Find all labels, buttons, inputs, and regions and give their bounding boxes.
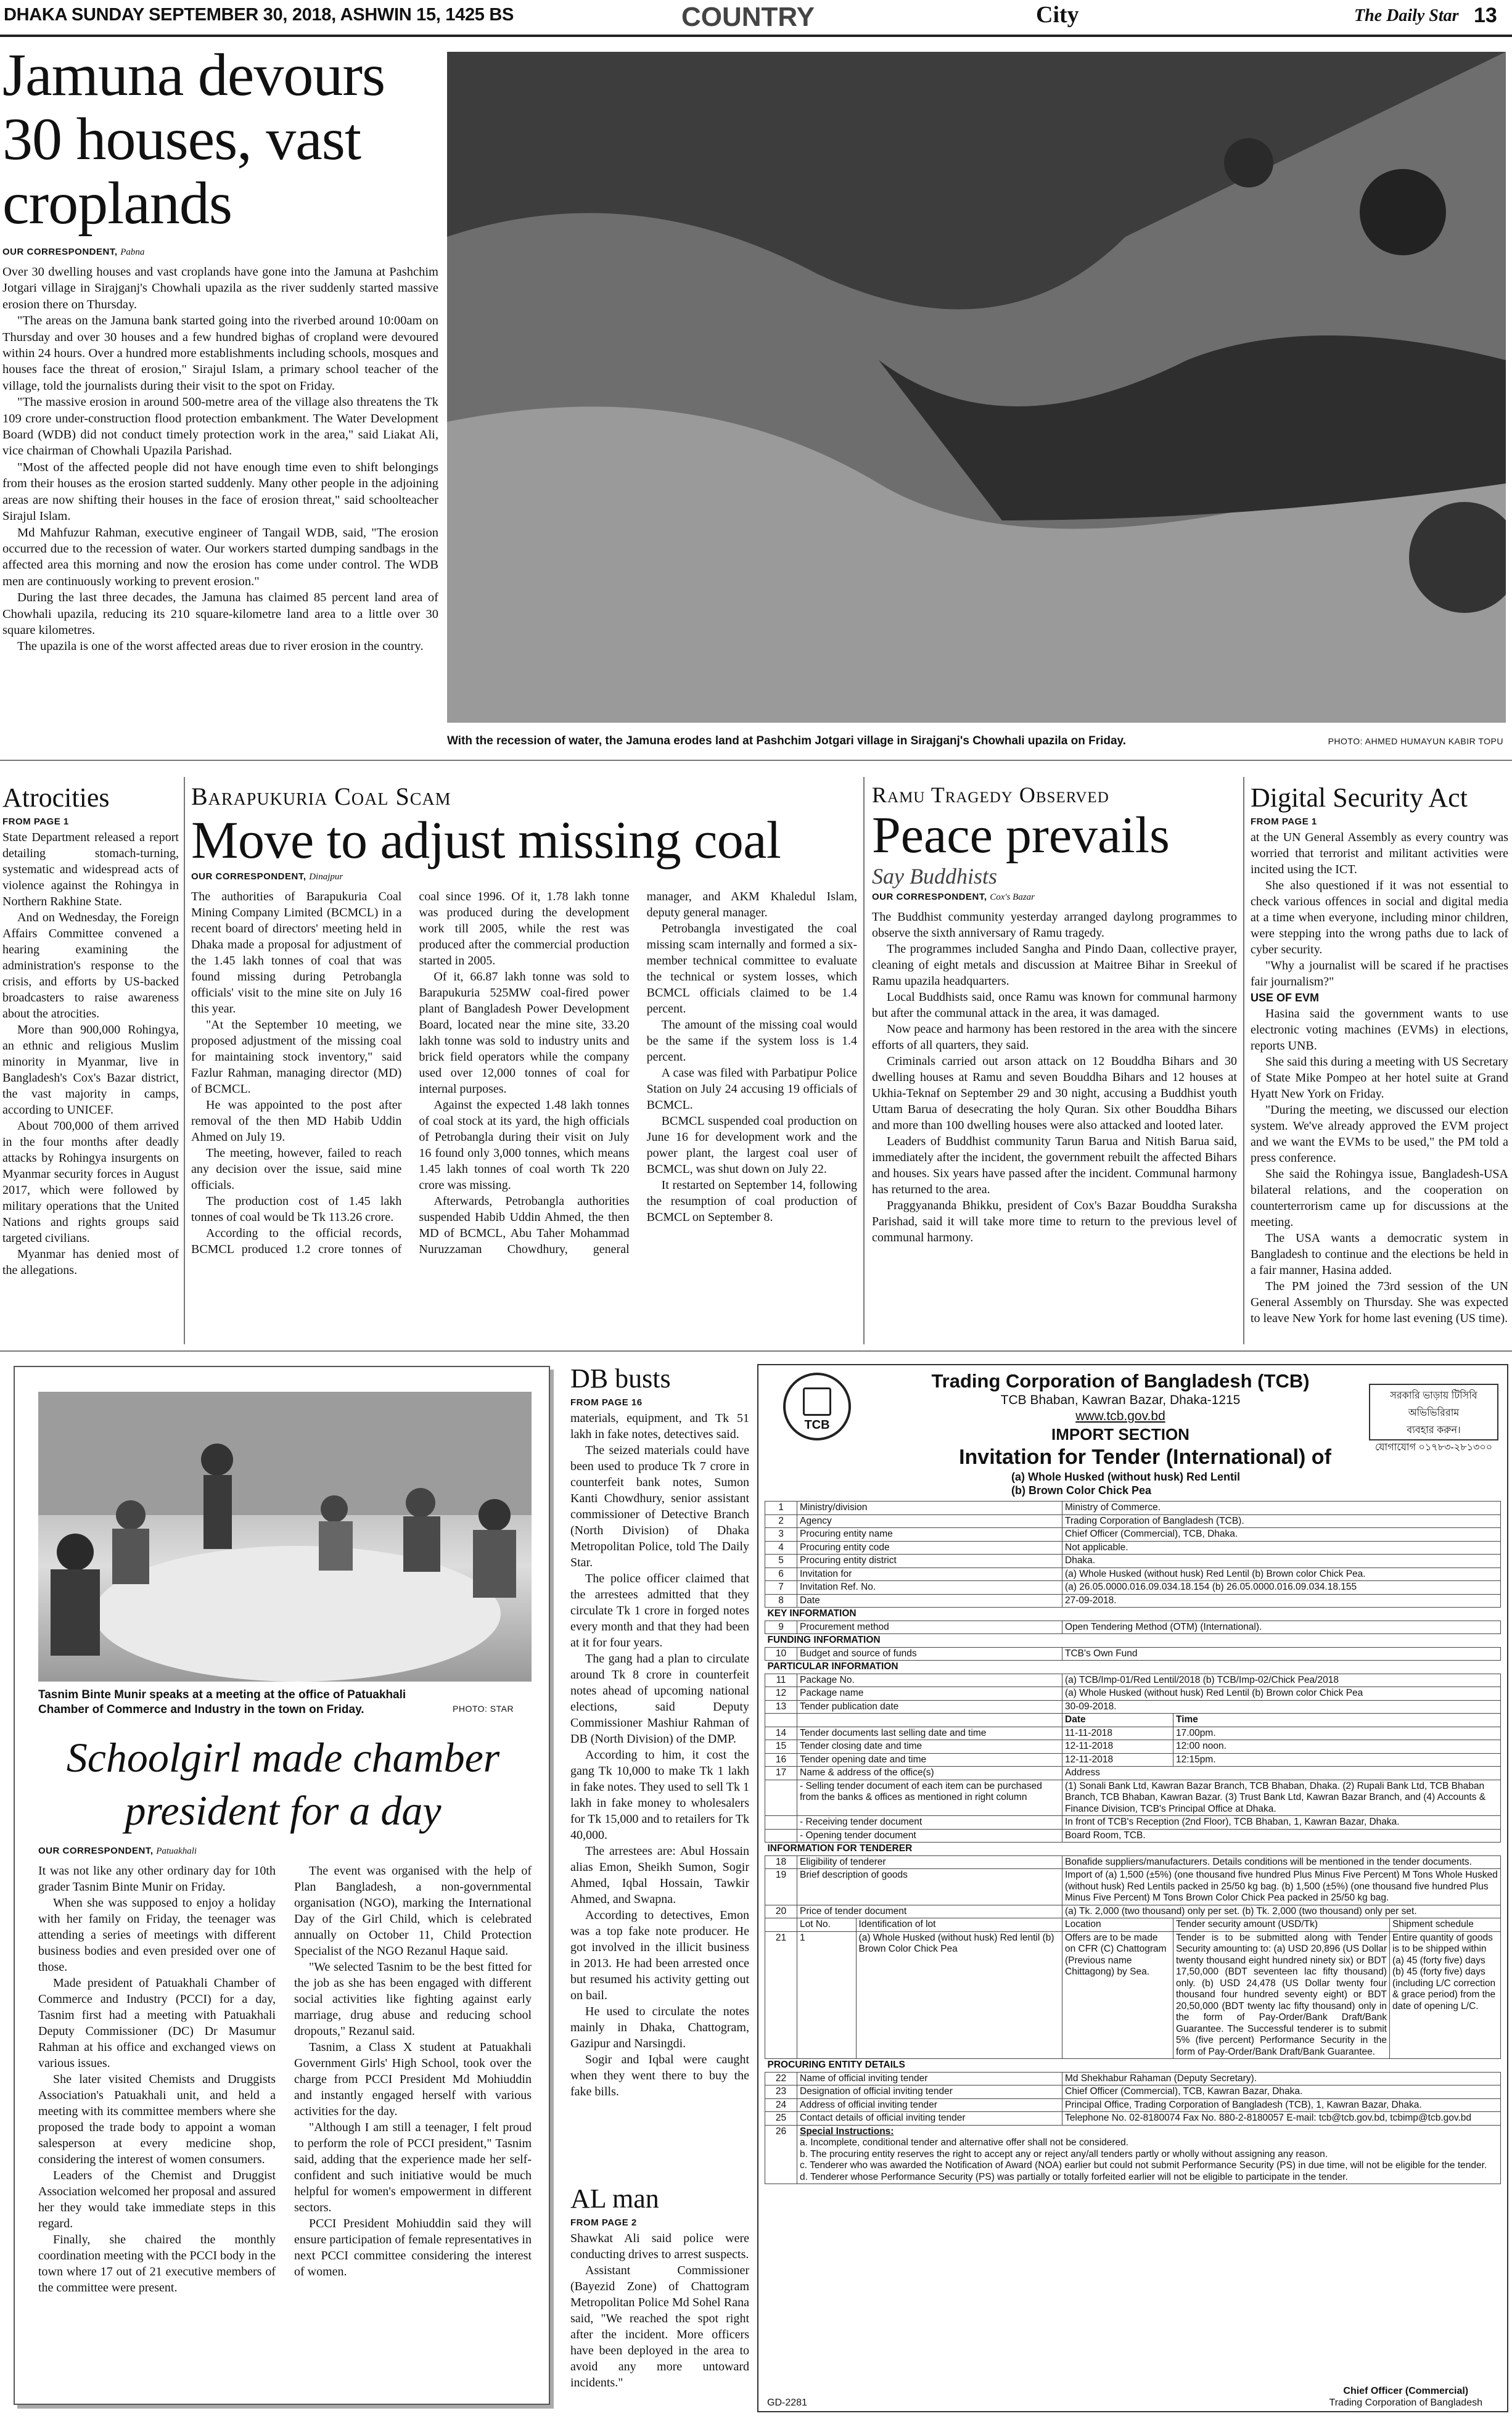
paragraph: "At the September 10 meeting, we proposed adjustment of the missing coal for maintaining stock inventory," said Fazlur Rahman, managing director (MD) of BCMCL. bbox=[191, 1018, 402, 1096]
table-cell: 6 bbox=[765, 1568, 797, 1581]
tcb-table bbox=[765, 1501, 1501, 2184]
table-row bbox=[765, 1843, 1501, 1856]
table-row bbox=[765, 1855, 1501, 1869]
table-cell: Invitation Ref. No. bbox=[797, 1581, 1062, 1595]
db-story bbox=[570, 1363, 749, 2238]
divider bbox=[0, 1350, 1512, 1352]
schoolgirl-byline: OUR CORRESPONDENT, Patuakhali bbox=[38, 1846, 197, 1856]
jamuna-body bbox=[2, 264, 438, 655]
table-cell: Package No. bbox=[797, 1674, 1062, 1687]
coal-kicker: Barapukuria Coal Scam bbox=[191, 783, 451, 810]
paragraph: And on Wednesday, the Foreign Affairs Committee convened a hearing examining the administration's response to the crisis, and efforts by US-backed broadcasters to raise awareness about the atrocities. bbox=[2, 911, 179, 1021]
paragraph: Local Buddhists said, once Ramu was known for communal harmony but after the communal attack in the area, it was damaged. bbox=[872, 990, 1237, 1020]
table-cell: 12:00 noon. bbox=[1173, 1740, 1501, 1754]
table-cell: Brief description of goods bbox=[797, 1869, 1062, 1905]
table-cell: 15 bbox=[765, 1740, 797, 1754]
table-cell bbox=[765, 1714, 797, 1727]
table-row bbox=[765, 1816, 1501, 1830]
paragraph: The upazila is one of the worst affected areas due to river erosion in the country. bbox=[17, 639, 424, 654]
paragraph: Criminals carried out arson attack on 12 Bouddha Bihars and 30 dwelling houses at Ramu and seven Bouddha Bihars and 12 houses at Ukhia-Teknaf on September 29 and 30 night, accusing a Buddhist youth Uttam Barua of desecrating the holy Quran. Six other Bouddha Bihars and more than 100 dwelling houses were also attacked and looted later. bbox=[872, 1054, 1237, 1132]
table-cell: Location bbox=[1062, 1918, 1173, 1932]
table-row bbox=[765, 1608, 1501, 1621]
paragraph: Md Mahfuzur Rahman, executive engineer of Tangail WDB, said, "The erosion occurred due to the recession of water. Our workers started dumping sandbags in the affected area this morning and now the erosion has come under control. The WDB men are continuously working to prevent erosion." bbox=[2, 525, 438, 588]
paragraph: According to him, it cost the gang Tk 10,000 to make Tk 1 lakh in fake notes. They used to sell Tk 1 lakh in fake money to wholesalers for Tk 15,000 and to retailers for Tk 40,000. bbox=[570, 1748, 749, 1842]
table-cell: 12 bbox=[765, 1687, 797, 1701]
divider bbox=[863, 777, 865, 1344]
paragraph: More than 900,000 Rohingya, an ethnic and religious Muslim minority in Myanmar, live in Bangladesh's Cox's Bazar district, the vast majority in camps, according to UNICEF. bbox=[2, 1023, 179, 1117]
table-cell: (a) Whole Husked (without husk) Red Lentil (b) Brown color Chick Pea bbox=[1062, 1687, 1501, 1701]
table-cell: Name & address of the office(s) bbox=[797, 1767, 1062, 1780]
table-cell: Invitation for bbox=[797, 1568, 1062, 1581]
table-row bbox=[765, 1568, 1501, 1581]
table-cell: Not applicable. bbox=[1062, 1541, 1501, 1555]
table-cell: 27-09-2018. bbox=[1062, 1594, 1501, 1608]
paragraph: Tasnim, a Class X student at Patuakhali Government Girls' High School, took over the charge from PCCI President Md Mohiuddin and instantly engaged herself with various activities for the day. bbox=[294, 2040, 532, 2118]
peace-kicker: Ramu Tragedy Observed bbox=[872, 783, 1109, 807]
table-cell: Trading Corporation of Bangladesh (TCB). bbox=[1062, 1514, 1501, 1528]
paragraph: Petrobangla investigated the coal missing scam internally and formed a six-member technical committee to evaluate the technical or system losses, which BCMCL officials claimed to be 1.4 percent. bbox=[646, 922, 857, 1016]
tcb-tender-ad bbox=[757, 1364, 1508, 2412]
instruction-item: d. Tenderer whose Performance Security (PS) was partially or totally forfeited earlier will not be eligible to participate in the tender. bbox=[800, 2171, 1348, 2182]
table-cell bbox=[765, 1816, 797, 1830]
db-body bbox=[570, 1410, 749, 2100]
table-cell: Ministry/division bbox=[797, 1502, 1062, 1515]
table-cell: 1 bbox=[797, 1931, 857, 2059]
paragraph: "During the meeting, we discussed our election system. We've already approved the EVM project and we want the EVMs to be used," the PM told a press conference. bbox=[1251, 1103, 1508, 1165]
table-row bbox=[765, 1674, 1501, 1687]
paragraph: Now peace and harmony has been restored in the area with the sincere efforts of all quarters, they said. bbox=[872, 1022, 1237, 1052]
paragraph: Leaders of Buddhist community Tarun Barua and Nitish Barua said, immediately after the incident, the government rebuilt the affected Bihars and houses. Six years have passed after the incident. Communal harmony has returned to the area. bbox=[872, 1135, 1237, 1196]
table-cell: 24 bbox=[765, 2098, 797, 2112]
digital-story bbox=[1251, 782, 1508, 1343]
table-cell: Board Room, TCB. bbox=[1062, 1829, 1501, 1843]
paragraph: She also questioned if it was not essential to check various offences in social and digital media at a time when everyone, including minor children, were stepping into the wrong paths due to lack of cyber security. bbox=[1251, 879, 1508, 956]
table-cell: Time bbox=[1173, 1714, 1501, 1727]
alman-body bbox=[570, 2230, 749, 2391]
tcb-logo: TCB bbox=[783, 1373, 851, 1440]
paragraph: The Buddhist community yesterday arranged daylong programmes to observe the sixth anniversary of Ramu tragedy. bbox=[872, 910, 1237, 940]
schoolgirl-caption: Tasnim Binte Munir speaks at a meeting at the office of Patuakhali Chamber of Commerce and Industry in the town on Friday. bbox=[38, 1688, 406, 1716]
table-row bbox=[765, 1740, 1501, 1754]
divider bbox=[0, 760, 1512, 761]
tcb-address: TCB Bhaban, Kawran Bazar, Dhaka-1215 bbox=[1000, 1393, 1241, 1407]
table-cell: Ministry of Commerce. bbox=[1062, 1502, 1501, 1515]
table-cell: (a) Tk. 2,000 (two thousand) only per set. (b) Tk. 2,000 (two thousand) only per set. bbox=[1062, 1905, 1501, 1918]
table-cell: FUNDING INFORMATION bbox=[765, 1634, 1501, 1648]
db-headline: DB busts bbox=[570, 1363, 671, 1394]
table-cell: 12:15pm. bbox=[1173, 1753, 1501, 1767]
table-cell: Telephone No. 02-8180074 Fax No. 880-2-8180057 E-mail: tcb@tcb.gov.bd, tcbimp@tcb.gov.bd bbox=[1062, 2112, 1501, 2126]
paragraph: "Most of the affected people did not have enough time even to shift belongings from their houses as the erosion started suddenly. Many other people in the adjoining areas are now shifting their houses in the face of erosion threat," said schoolteacher Sirajul Islam. bbox=[2, 460, 438, 524]
subsection-label: City bbox=[1036, 2, 1079, 28]
table-cell: Tender security amount (USD/Tk) bbox=[1173, 1918, 1390, 1932]
paragraph: Sogir and Iqbal were caught when they went there to buy the fake bills. bbox=[570, 2053, 749, 2098]
table-row bbox=[765, 1555, 1501, 1568]
table-cell: Identification of lot bbox=[856, 1918, 1062, 1932]
table-cell: In front of TCB's Reception (2nd Floor), TCB Bhaban, 1, Kawran Bazar, Dhaka. bbox=[1062, 1816, 1501, 1830]
paragraph: The PM joined the 73rd session of the UN General Assembly on Thursday. She was expected to leave New York for home last evening (US time). bbox=[1251, 1280, 1508, 1325]
table-row bbox=[765, 1931, 1501, 2059]
paragraph: During the last three decades, the Jamuna has claimed 85 percent land area of Chowhali upazila, reducing its 210 square-kilometre land area to a little over 30 square kilometres. bbox=[2, 591, 438, 637]
table-cell: Tender is to be submitted along with Tender Security amounting to: (a) USD 20,896 (US Dollar twenty thousand eight hundred ninety six) or BDT 17,50,000 (BDT seventeen lac fifty thousand) only. (b) USD 24,478 (US Dollar twenty four thousand four hundred seventy eight) or BDT 20,50,000 (BDT twenty lac fifty thousand) only in the form of Pay-Order/Bank Draft/Bank Guarantee. The Successful tenderer is to submit 5% (five percent) Performance Security in the form of Pay-Order/Bank Draft/Bank Guarantee. bbox=[1173, 1931, 1390, 2059]
atrocities-from: FROM PAGE 1 bbox=[2, 816, 69, 827]
tcb-section: IMPORT SECTION bbox=[1051, 1425, 1189, 1444]
tcb-logo-icon bbox=[803, 1387, 831, 1416]
table-row bbox=[765, 1829, 1501, 1843]
tcb-web: www.tcb.gov.bd bbox=[1075, 1409, 1165, 1423]
table-cell: 10 bbox=[765, 1647, 797, 1661]
coal-body bbox=[191, 889, 857, 1308]
table-row bbox=[765, 1581, 1501, 1595]
table-cell: 18 bbox=[765, 1855, 797, 1869]
tcb-header bbox=[863, 1370, 1378, 1444]
table-cell: Shipment schedule bbox=[1390, 1918, 1501, 1932]
table-cell: Procuring entity code bbox=[797, 1541, 1062, 1555]
table-cell: KEY INFORMATION bbox=[765, 1608, 1501, 1621]
table-row bbox=[765, 1514, 1501, 1528]
table-cell: Name of official inviting tender bbox=[797, 2072, 1062, 2085]
table-cell: Lot No. bbox=[797, 1918, 857, 1932]
paragraph: Over 30 dwelling houses and vast croplands have gone into the Jamuna at Pashchim Jotgari village in Sirajganj's Chowhali upazila as the river suddenly started massive erosion there on Thursday. bbox=[2, 265, 438, 311]
table-cell: 19 bbox=[765, 1869, 797, 1905]
table-cell: 8 bbox=[765, 1594, 797, 1608]
table-cell: 1 bbox=[765, 1502, 797, 1515]
paper-logo: The Daily Star bbox=[1354, 6, 1459, 25]
paragraph: When she was supposed to enjoy a holiday with her family on Friday, the teenager was attending a series of meetings with different business bodies and even presided over one of those. bbox=[38, 1896, 276, 1974]
table-cell: 5 bbox=[765, 1555, 797, 1568]
table-row bbox=[765, 2112, 1501, 2126]
peace-story bbox=[872, 782, 1237, 1343]
table-cell: Procuring entity name bbox=[797, 1528, 1062, 1542]
alman-headline: AL man bbox=[570, 2184, 659, 2214]
table-cell: 20 bbox=[765, 1905, 797, 1918]
tcb-gd: GD-2281 bbox=[767, 2397, 807, 2408]
digital-subhead: USE OF EVM bbox=[1251, 992, 1320, 1004]
digital-body bbox=[1251, 829, 1508, 1326]
table-cell: 3 bbox=[765, 1528, 797, 1542]
table-row bbox=[765, 1502, 1501, 1515]
paragraph: materials, equipment, and Tk 51 lakh in fake notes, detectives said. bbox=[570, 1411, 749, 1441]
paragraph: The police officer claimed that the arrestees admitted that they circulate Tk 1 crore in forged notes every month and that they had been at it for four years. bbox=[570, 1572, 749, 1650]
coal-headline: Move to adjust missing coal bbox=[191, 810, 781, 869]
paragraph: She said this during a meeting with US Secretary of State Mike Pompeo at her hotel suite at Grand Hyatt New York on Friday. bbox=[1251, 1055, 1508, 1101]
table-row bbox=[765, 2125, 1501, 2184]
tcb-title: Invitation for Tender (International) of bbox=[959, 1445, 1331, 1469]
paragraph: The production cost of 1.45 lakh tonnes of coal would be Tk 113.26 crore. bbox=[191, 1194, 402, 1224]
table-cell: Tender opening date and time bbox=[797, 1753, 1062, 1767]
table-cell: 23 bbox=[765, 2085, 797, 2099]
schoolgirl-headline: Schoolgirl made chamber president for a day bbox=[66, 1734, 500, 1834]
table-cell: Date bbox=[1062, 1714, 1173, 1727]
table-cell: 4 bbox=[765, 1541, 797, 1555]
table-row bbox=[765, 1621, 1501, 1634]
paragraph: Praggyananda Bhikku, president of Cox's Bazar Bouddha Suraksha Parishad, said it will take more time to return to the previous level of communal harmony. bbox=[872, 1199, 1237, 1244]
table-cell: (a) TCB/Imp-01/Red Lentil/2018 (b) TCB/Imp-02/Chick Pea/2018 bbox=[1062, 1674, 1501, 1687]
table-cell: Agency bbox=[797, 1514, 1062, 1528]
table-cell: Dhaka. bbox=[1062, 1555, 1501, 1568]
schoolgirl-credit: PHOTO: STAR bbox=[453, 1704, 514, 1714]
table-row bbox=[765, 1918, 1501, 1932]
jamuna-caption: With the recession of water, the Jamuna erodes land at Pashchim Jotgari village in Sirajganj's Chowhali upazila on Friday. bbox=[447, 734, 1126, 747]
tcb-bn-box: সরকারি ভাড়ায় টিসিবি অভিভিরিরাম ব্যবহার করুন। যোগাযোগ ০১৭৮৩-২৮১৩০০ bbox=[1369, 1384, 1498, 1440]
table-cell: 21 bbox=[765, 1931, 797, 2059]
alman-from: FROM PAGE 2 bbox=[570, 2217, 637, 2228]
table-cell: 30-09-2018. bbox=[1062, 1700, 1501, 1714]
peace-subhead: Say Buddhists bbox=[872, 864, 997, 889]
table-row bbox=[765, 2098, 1501, 2112]
table-cell: Open Tendering Method (OTM) (International). bbox=[1062, 1621, 1501, 1634]
table-cell: (1) Sonali Bank Ltd, Kawran Bazar Branch, TCB Bhaban, Dhaka. (2) Rupali Bank Ltd, TCB Bhaban Branch, TCB Bhaban, Kawran Bazar. (3) Trust Bank Ltd, Kawran Bazar Branch, and (4) Accounts & Finance Division, TCB's Principal Office at Dhaka. bbox=[1062, 1780, 1501, 1816]
paragraph: The authorities of Barapukuria Coal Mining Company Limited (BCMCL) in a recent board of directors' meeting held in Dhaka made a proposal for adjustment of the 1.45 lakh tonnes of coal that was found missing during Petrobangla officials' visit to the mine site on July 16 this year. bbox=[191, 890, 402, 1016]
paragraph: Afterwards, Petrobangla authorities suspended Habib Uddin Ahmed, the then MD of BCMCL, Abu Taher Mohammad Nuruzzaman Chowdhury, general manager, and AKM Khaledul Islam, deputy general manager. bbox=[419, 890, 857, 1256]
table-cell bbox=[765, 1780, 797, 1816]
paragraph: Finally, she chaired the monthly coordination meeting with the PCCI body in the town where 17 out of 21 executive members of the committee were present. bbox=[38, 2233, 276, 2295]
paragraph: Against the expected 1.48 lakh tonnes of coal stock at its yard, the high officials of Petrobangla during their visit on July 16 found only 3,000 tonnes, which means 1.45 lakh tonnes of coal worth Tk 220 crore was missing. bbox=[419, 1098, 630, 1192]
table-cell: Contact details of official inviting tender bbox=[797, 2112, 1062, 2126]
dateline: DHAKA SUNDAY SEPTEMBER 30, 2018, ASHWIN 15, 1425 BS bbox=[4, 5, 514, 25]
paragraph: "Why a journalist will be scared if he practises fair journalism?" bbox=[1251, 959, 1508, 988]
table-row bbox=[765, 1541, 1501, 1555]
tcb-sign: Chief Officer (Commercial) Trading Corporation of Bangladesh bbox=[1329, 2386, 1482, 2408]
table-cell: Tender documents last selling date and time bbox=[797, 1727, 1062, 1740]
table-cell: Price of tender document bbox=[797, 1905, 1062, 1918]
paragraph: The gang had a plan to circulate around Tk 8 crore in counterfeit notes ahead of upcoming national elections, said Deputy Commissioner Mashiur Rahman of DB (North Division) of the DMP. bbox=[570, 1652, 749, 1746]
tcb-org: Trading Corporation of Bangladesh (TCB) bbox=[931, 1370, 1310, 1392]
table-row bbox=[765, 1528, 1501, 1542]
db-from: FROM PAGE 16 bbox=[570, 1397, 643, 1408]
paragraph: "We selected Tasnim to be the best fitted for the job as she has been engaged with different social activities like fighting against early marriage, drug abuse and reducing school dropouts," Rezanul said. bbox=[294, 1960, 532, 2038]
table-cell bbox=[765, 1829, 797, 1843]
table-cell: 2 bbox=[765, 1514, 797, 1528]
masthead-rule bbox=[0, 35, 1512, 37]
table-cell: 12-11-2018 bbox=[1062, 1753, 1173, 1767]
table-cell: PARTICULAR INFORMATION bbox=[765, 1661, 1501, 1674]
table-row bbox=[765, 1647, 1501, 1661]
table-cell: 12-11-2018 bbox=[1062, 1740, 1173, 1754]
digital-from: FROM PAGE 1 bbox=[1251, 816, 1317, 827]
table-cell: INFORMATION FOR TENDERER bbox=[765, 1843, 1501, 1856]
table-cell: 25 bbox=[765, 2112, 797, 2126]
paragraph: The USA wants a democratic system in Bangladesh to continue and the elections be held in a fair manner, Hasina added. bbox=[1251, 1231, 1508, 1277]
paragraph: She said the Rohingya issue, Bangladesh-USA bilateral relations, and the cooperation on counterterrorism came up for discussions at the meeting. bbox=[1251, 1167, 1508, 1229]
paragraph: He used to circulate the notes mainly in Dhaka, Chattogram, Gazipur and Narsingdi. bbox=[570, 2005, 749, 2050]
table-cell: Chief Officer (Commercial), TCB, Dhaka. bbox=[1062, 1528, 1501, 1542]
table-cell: Tender closing date and time bbox=[797, 1740, 1062, 1754]
table-cell: - Opening tender document bbox=[797, 1829, 1062, 1843]
table-cell: Designation of official inviting tender bbox=[797, 2085, 1062, 2099]
table-cell: Offers are to be made on CFR (C) Chattogram (Previous name Chittagong) by Sea. bbox=[1062, 1931, 1173, 2059]
table-cell: Md Shekhabur Rahaman (Deputy Secretary). bbox=[1062, 2072, 1501, 2085]
tcb-items: (a) Whole Husked (without husk) Red Lentil (b) Brown Color Chick Pea bbox=[1011, 1471, 1240, 1497]
table-cell: Entire quantity of goods is to be shipped within (a) 45 (forty five) days (b) 45 (forty five) days (including L/C correction & grace period) from the date of opening L/C. bbox=[1390, 1931, 1501, 2059]
table-row bbox=[765, 1780, 1501, 1816]
table-cell bbox=[797, 2125, 1501, 2184]
peace-headline: Peace prevails bbox=[872, 807, 1170, 864]
paragraph: He was appointed to the post after removal of the then MD Habib Uddin Ahmed on July 19. bbox=[191, 1098, 402, 1144]
table-cell: 14 bbox=[765, 1727, 797, 1740]
coal-story bbox=[191, 782, 857, 1343]
table-cell bbox=[797, 1714, 1062, 1727]
table-cell: Address bbox=[1062, 1767, 1501, 1780]
table-row bbox=[765, 2072, 1501, 2085]
table-cell: Eligibility of tenderer bbox=[797, 1855, 1062, 1869]
paragraph: The amount of the missing coal would be the same if the system loss is 1.4 percent. bbox=[646, 1018, 857, 1064]
table-cell: 26 bbox=[765, 2125, 797, 2184]
meeting-photo-art bbox=[38, 1392, 532, 1682]
table-cell: 11 bbox=[765, 1674, 797, 1687]
table-row bbox=[765, 1700, 1501, 1714]
table-cell: (a) Whole Husked (without husk) Red lentil (b) Brown Color Chick Pea bbox=[856, 1931, 1062, 2059]
table-cell: Principal Office, Trading Corporation of Bangladesh (TCB), 1, Kawran Bazar, Dhaka. bbox=[1062, 2098, 1501, 2112]
table-row bbox=[765, 2085, 1501, 2099]
paragraph: According to detectives, Emon was a top fake note producer. He got involved in the illicit business in 2013. He had been arrested once but resumed his activity getting out on bail. bbox=[570, 1909, 749, 2002]
schoolgirl-box bbox=[14, 1366, 550, 2405]
table-row bbox=[765, 1753, 1501, 1767]
table-row bbox=[765, 1767, 1501, 1780]
schoolgirl-photo bbox=[38, 1392, 532, 1682]
paragraph: It restarted on September 14, following the resumption of coal production of BCMCL on September 8. bbox=[646, 1178, 857, 1224]
paragraph: Myanmar has denied most of the allegations. bbox=[2, 1247, 179, 1277]
table-cell: (a) Whole Husked (without husk) Red Lentil (b) Brown color Chick Pea. bbox=[1062, 1568, 1501, 1581]
jamuna-photo bbox=[447, 52, 1506, 723]
table-cell: Procurement method bbox=[797, 1621, 1062, 1634]
table-cell: 16 bbox=[765, 1753, 797, 1767]
paragraph: Shawkat Ali said police were conducting drives to arrest suspects. bbox=[570, 2232, 749, 2261]
paragraph: Made president of Patuakhali Chamber of Commerce and Industry (PCCI) for a day, Tasnim first had a meeting with Patuakhali Deputy Commissioner (DC) Dr Masumur Rahman at his office and exchanged views on various issues. bbox=[38, 1976, 276, 2070]
coal-byline: OUR CORRESPONDENT, Dinajpur bbox=[191, 871, 343, 882]
table-row bbox=[765, 1869, 1501, 1905]
table-cell: - Selling tender document of each item can be purchased from the banks & offices as mentioned in right column bbox=[797, 1780, 1062, 1816]
paragraph: It was not like any other ordinary day for 10th grader Tasnim Binte Munir on Friday. bbox=[38, 1864, 276, 1894]
jamuna-byline: OUR CORRESPONDENT, Pabna bbox=[2, 247, 145, 257]
paragraph: Of it, 66.87 lakh tonne was sold to Barapukuria 525MW coal-fired power plant of Bangladesh Power Development Board, located near the mine site, 33.20 lakh tonne was sold to industry units and brick field operators while the company used over 12,000 tonnes of coal for internal purposes. bbox=[419, 970, 630, 1096]
table-cell: Procuring entity district bbox=[797, 1555, 1062, 1568]
paragraph: She later visited Chemists and Druggists Association's Patuakhali unit, and held a meeting with its committee members where she proposed the trade body to appoint a woman salesperson at every medicine shop, considering the interest of women consumers. bbox=[38, 2073, 276, 2166]
paragraph: The event was organised with the help of Plan Bangladesh, a non-governmental organisation (NGO), marking the International Day of the Girl Child, which is celebrated annually on October 11, Child Protection Specialist of the NGO Rezanul Haque said. bbox=[294, 1864, 532, 1958]
table-row bbox=[765, 1594, 1501, 1608]
table-cell: Budget and source of funds bbox=[797, 1647, 1062, 1661]
section-label: COUNTRY bbox=[681, 2, 815, 32]
table-cell: Date bbox=[797, 1594, 1062, 1608]
schoolgirl-body bbox=[38, 1863, 532, 2399]
table-cell bbox=[765, 1918, 797, 1932]
table-cell: 13 bbox=[765, 1700, 797, 1714]
table-row bbox=[765, 1905, 1501, 1918]
table-row bbox=[765, 1661, 1501, 1674]
peace-body bbox=[872, 909, 1237, 1246]
digital-headline: Digital Security Act bbox=[1251, 783, 1468, 813]
table-row bbox=[765, 1714, 1501, 1727]
table-cell: Import of (a) 1,500 (±5%) (one thousand five hundred Plus Minus Five Percent) M Tons Whole Husked (without husk) Red Lentils packed in 25/50 kg bag. (b) 1,500 (±5%) (one thousand five hundred Plus Minus Five Percent) M Tons Brown Color Chick Pea packed in 25/50 kg bag. bbox=[1062, 1869, 1501, 1905]
table-cell: Address of official inviting tender bbox=[797, 2098, 1062, 2112]
instruction-item: b. The procuring entity reserves the right to accept any or reject any/all tenders partly or wholly without assigning any reason. bbox=[800, 2148, 1328, 2159]
divider bbox=[1243, 777, 1244, 1344]
table-cell: Bonafide suppliers/manufacturers. Details conditions will be mentioned in the tender documents. bbox=[1062, 1855, 1501, 1869]
instructions-title: Special Instructions: bbox=[800, 2126, 894, 2137]
table-row bbox=[765, 1727, 1501, 1740]
table-cell: (a) 26.05.0000.016.09.034.18.154 (b) 26.05.0000.016.09.034.18.155 bbox=[1062, 1581, 1501, 1595]
table-cell: 11-11-2018 bbox=[1062, 1727, 1173, 1740]
atrocities-headline: Atrocities bbox=[2, 783, 110, 813]
paragraph: Hasina said the government wants to use electronic voting machines (EVMs) in elections, reports UNB. bbox=[1251, 1007, 1508, 1053]
peace-byline: OUR CORRESPONDENT, Cox's Bazar bbox=[872, 892, 1035, 902]
table-cell: PROCURING ENTITY DETAILS bbox=[765, 2059, 1501, 2073]
table-cell: TCB's Own Fund bbox=[1062, 1647, 1501, 1661]
alman-story bbox=[570, 2183, 749, 2410]
table-cell: 17 bbox=[765, 1767, 797, 1780]
paragraph: The meeting, however, failed to reach any decision over the issue, said mine officials. bbox=[191, 1146, 402, 1192]
jamuna-headline: Jamuna devours 30 houses, vast croplands bbox=[2, 43, 385, 237]
paragraph: The arrestees are: Abul Hossain alias Emon, Sheikh Sumon, Sogir Ahmed, Iqbal Hossain, Tawkir Ahmed, and Swapna. bbox=[570, 1844, 749, 1906]
table-cell: - Receiving tender document bbox=[797, 1816, 1062, 1830]
atrocities-story bbox=[2, 782, 179, 1343]
masthead bbox=[0, 0, 1512, 35]
table-row bbox=[765, 1687, 1501, 1701]
paragraph: A case was filed with Parbatipur Police Station on July 24 accusing 19 officials of BCMCL. bbox=[646, 1066, 857, 1112]
paragraph: BCMCL suspended coal production on June 16 for development work and the power plant, the largest coal user of BCMCL, was shut down on July 22. bbox=[646, 1114, 857, 1176]
erosion-photo-art bbox=[447, 52, 1506, 723]
paragraph: "Although I am still a teenager, I felt proud to perform the role of PCCI president," Tasnim said, adding that the experience made her self-confident and such initiative would be much helpful for women's empowerment in different sectors. bbox=[294, 2121, 532, 2214]
table-row bbox=[765, 1634, 1501, 1648]
divider bbox=[184, 777, 185, 1344]
paragraph: The seized materials could have been used to produce Tk 7 crore in counterfeit bank notes, Sumon Kanti Chowdhury, senior assistant commissioner of Detective Branch (North Division) of Dhaka Metropolitan Police, told The Daily Star. bbox=[570, 1444, 749, 1569]
paragraph: Assistant Commissioner (Bayezid Zone) of Chattogram Metropolitan Police Md Sohel Rana said, "We reached the spot right after the incident. More officers have been deployed in the area to avoid any more untoward incidents." bbox=[570, 2264, 749, 2389]
paragraph: The programmes included Sangha and Pindo Daan, collective prayer, cleaning of eight metals and discussion at Maitree Bihar in Sreekul of Ramu upazila headquarters. bbox=[872, 942, 1237, 988]
table-cell: 7 bbox=[765, 1581, 797, 1595]
jamuna-story bbox=[2, 43, 438, 758]
paragraph: About 700,000 of them arrived in the four months after deadly attacks by Rohingya insurgents on Myanmar security forces in August 2017, which were followed by military operations that the United Nations and rights groups said targeted civilians. bbox=[2, 1119, 179, 1245]
table-cell: Chief Officer (Commercial), TCB, Kawran Bazar, Dhaka. bbox=[1062, 2085, 1501, 2099]
paragraph: "The areas on the Jamuna bank started going into the riverbed around 10:00am on Thursday and over 30 houses and a few hundred bighas of cropland were devoured within 24 hours. Over a hundred more establishments including schools, mosques and houses face the threat of erosion," Sirajul Islam, a primary school teacher of the village, told the journalists during their visit to the spot on Friday. bbox=[2, 314, 438, 393]
tcb-footer bbox=[765, 2384, 1501, 2409]
instruction-item: a. Incomplete, conditional tender and alternative offer shall not be considered. bbox=[800, 2137, 1129, 2148]
table-cell: 22 bbox=[765, 2072, 797, 2085]
table-cell: Package name bbox=[797, 1687, 1062, 1701]
page-number: 13 bbox=[1474, 4, 1497, 27]
instruction-item: c. Tenderer who was awarded the Notification of Award (NOA) earlier but could not submit Performance Security (PS) in due time, will not be eligible for the tender. bbox=[800, 2160, 1487, 2171]
paragraph: According to the official records, BCMCL produced 1.2 crore tonnes of coal since 1996. Of it, 1.78 lakh tonne was produced during the development work till 2005, while the rest was produced after the commercial production started in 2005. bbox=[191, 890, 630, 1256]
paragraph: "The massive erosion in around 500-metre area of the village also threatens the Tk 109 crore under-construction flood protection embankment. The Water Development Board (WDB) did not conduct timely protection work in the area," said Liakat Ali, vice chairman of Chowhali Upazila Parishad. bbox=[2, 395, 438, 458]
paragraph: at the UN General Assembly as every country was worried that terrorist and militant activities were incited using the ICT. bbox=[1251, 831, 1508, 876]
table-row bbox=[765, 2059, 1501, 2073]
paragraph: State Department released a report detailing stomach-turning, systematic and widespread acts of violence against the Rohingya in Northern Rakhine State. bbox=[2, 831, 179, 908]
jamuna-caption-row bbox=[447, 734, 1506, 756]
table-cell: Tender publication date bbox=[797, 1700, 1062, 1714]
table-cell: 9 bbox=[765, 1621, 797, 1634]
table-cell: 17.00pm. bbox=[1173, 1727, 1501, 1740]
atrocities-body bbox=[2, 829, 179, 1278]
paragraph: PCCI President Mohiuddin said they will ensure participation of female representatives in next PCCI committee considering the interest of women. bbox=[294, 2217, 532, 2278]
paragraph: Leaders of the Chemist and Druggist Association welcomed her proposal and assured her they would take immediate steps in this regard. bbox=[38, 2169, 276, 2230]
jamuna-credit: PHOTO: AHMED HUMAYUN KABIR TOPU bbox=[1328, 736, 1503, 746]
